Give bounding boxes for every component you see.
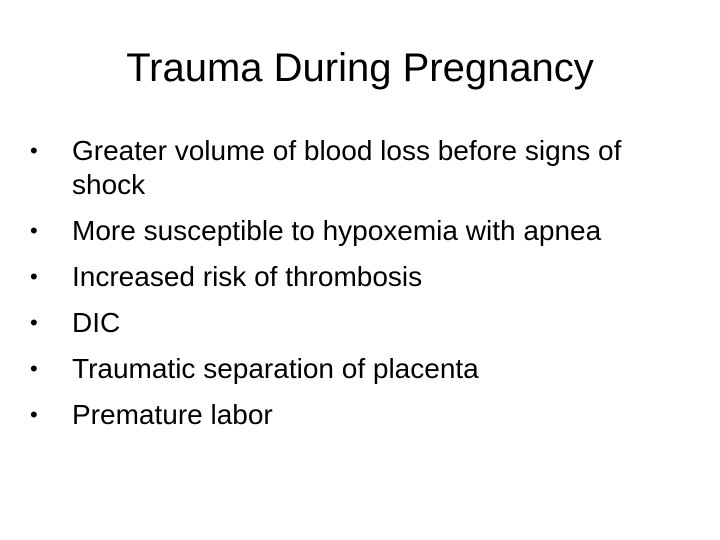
bullet-point-icon: • — [30, 138, 38, 163]
bullet-item — [30, 352, 690, 386]
bullet-item — [30, 214, 690, 248]
bullet-text: Greater volume of blood loss before signs of shock — [72, 135, 622, 200]
bullet-point-icon: • — [30, 402, 38, 427]
bullet-text: Increased risk of thrombosis — [72, 261, 423, 292]
bullet-text: DIC — [72, 307, 121, 338]
bullet-text: More susceptible to hypoxemia with apnea — [72, 215, 602, 246]
bullet-point-icon: • — [30, 264, 38, 289]
bullet-text: Premature labor — [72, 399, 273, 430]
bullet-point-icon: • — [30, 356, 38, 381]
bullet-text: Traumatic separation of placenta — [72, 353, 479, 384]
bullet-item — [30, 306, 690, 340]
bullet-item — [30, 398, 690, 432]
bullet-point-icon: • — [30, 310, 38, 335]
bullet-item — [30, 134, 690, 202]
bullet-item — [30, 260, 690, 294]
slide-title: Trauma During Pregnancy — [126, 46, 594, 90]
bullet-point-icon: • — [30, 218, 38, 243]
bullet-list — [30, 134, 690, 444]
